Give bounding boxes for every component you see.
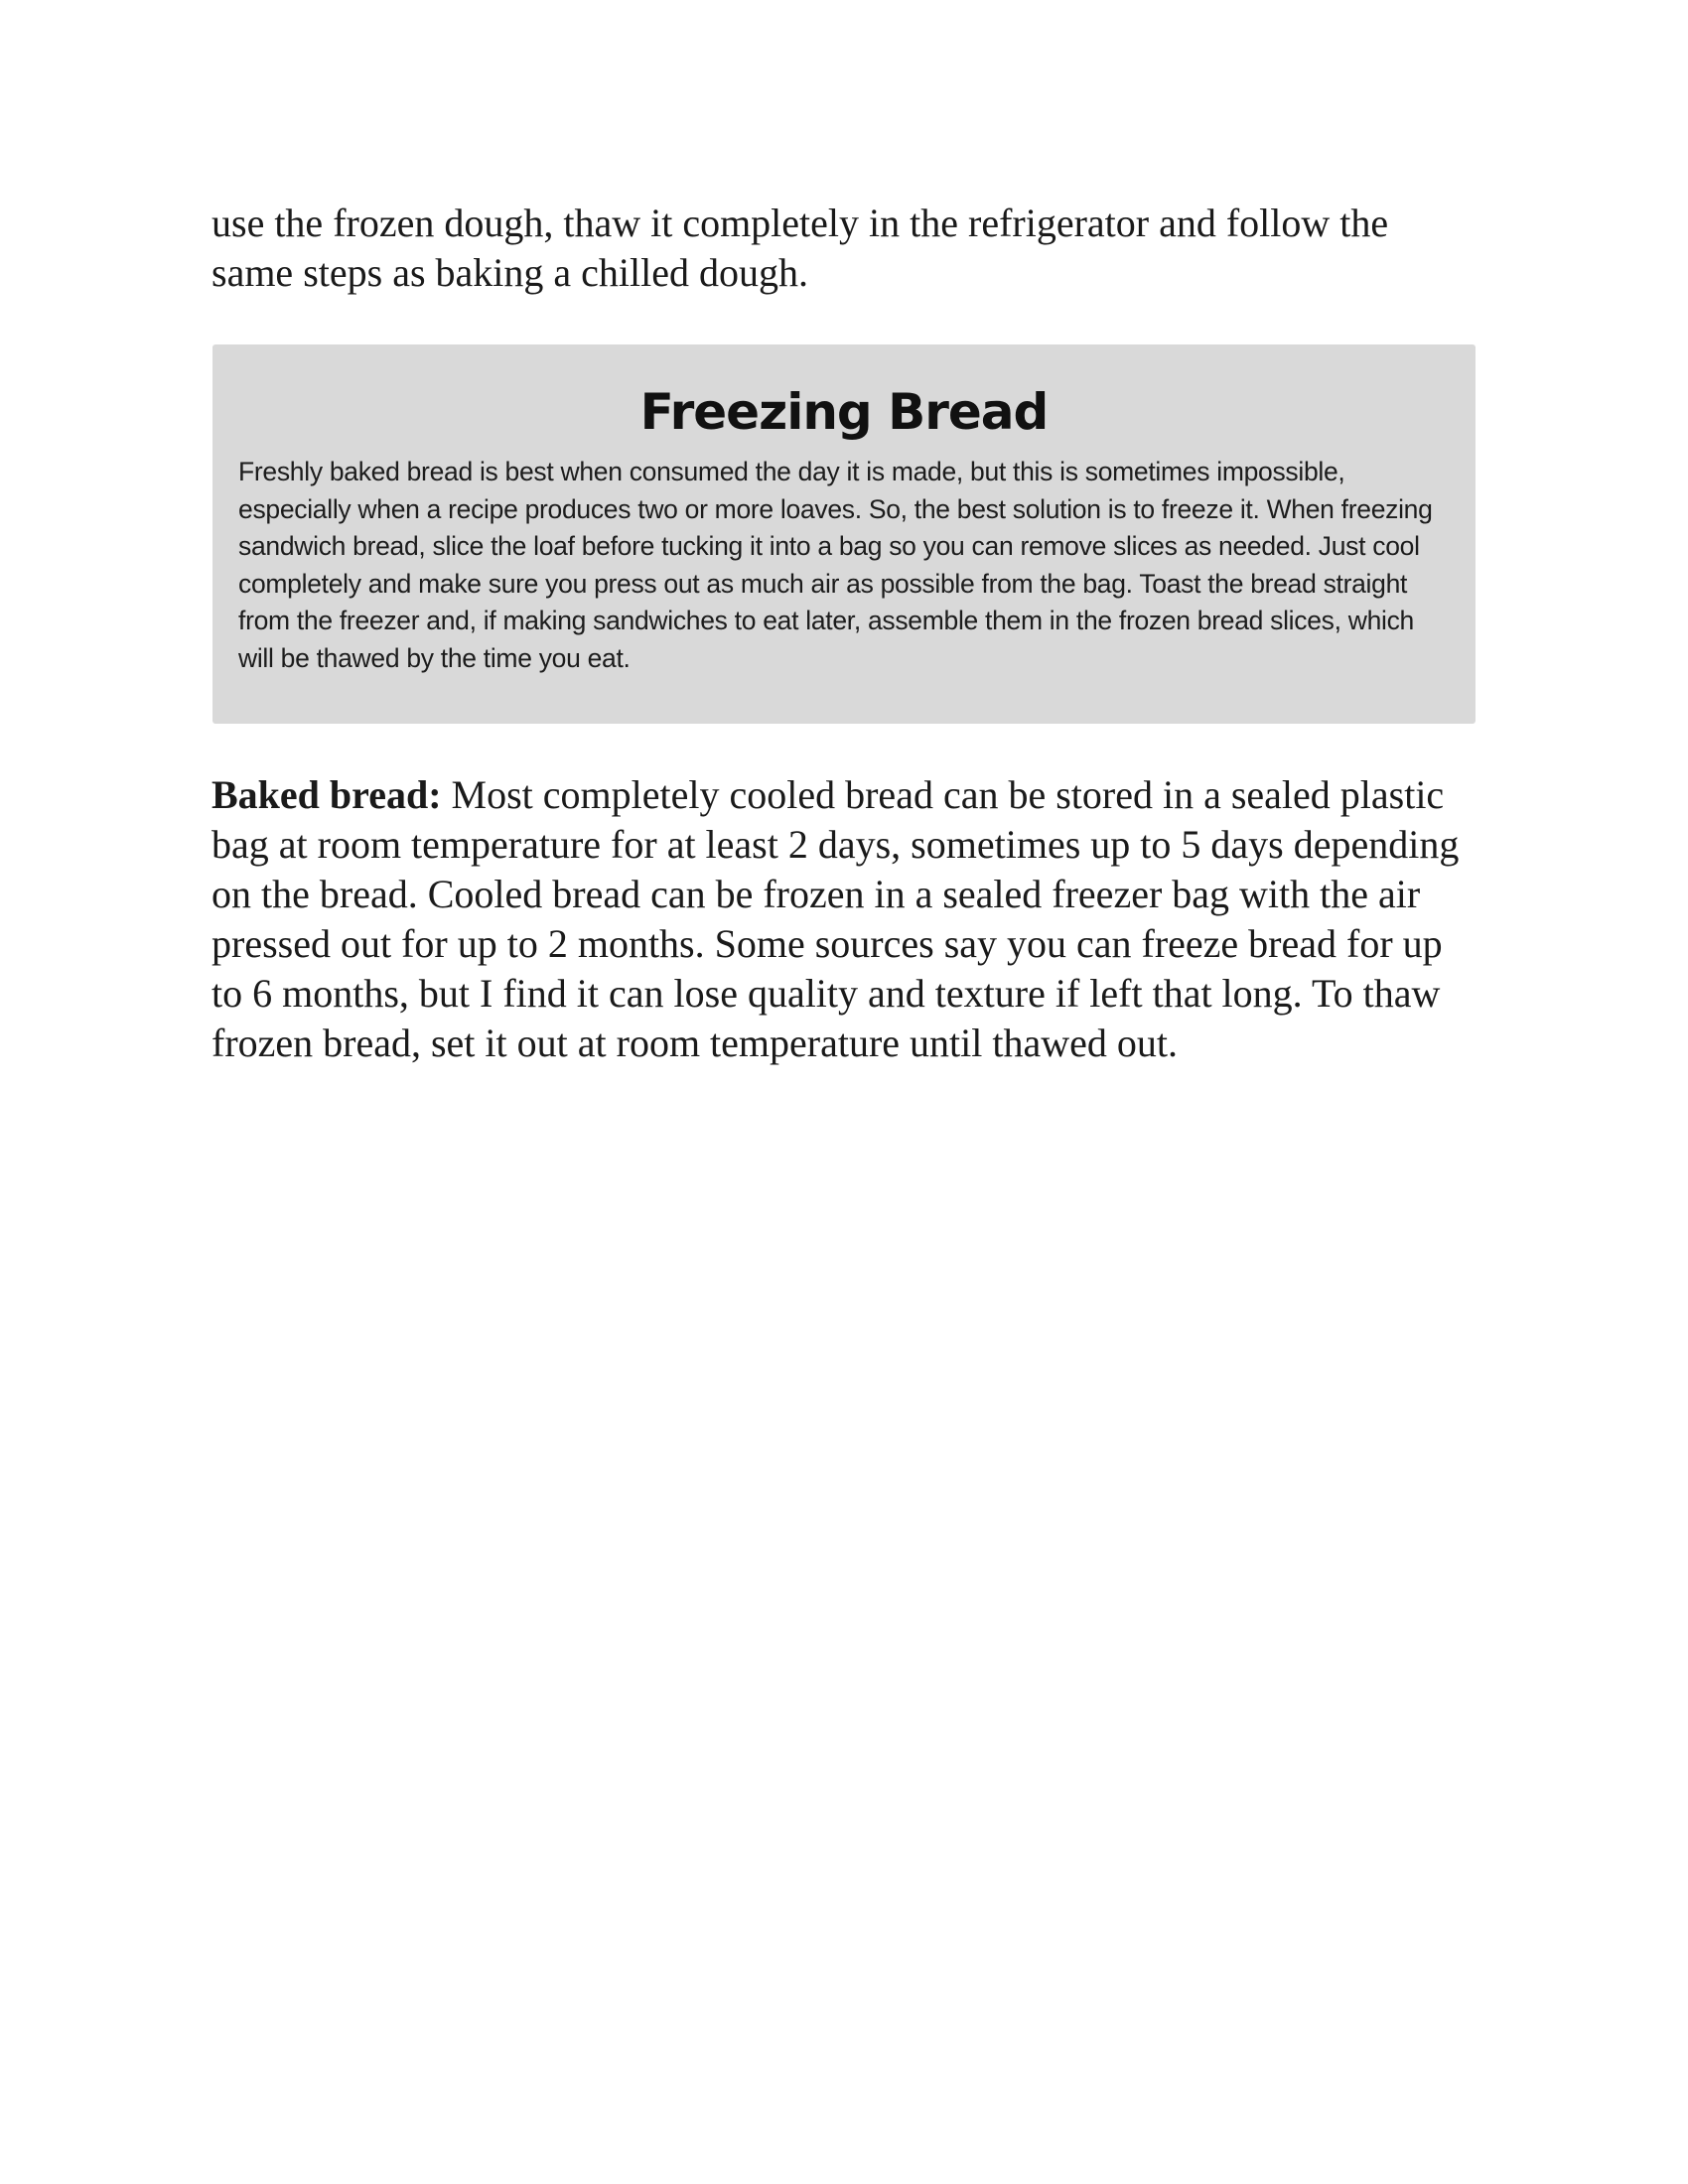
baked-bread-text: Most completely cooled bread can be stored in a sealed plastic bag at room temperature for at least 2 days, sometimes up to 5 days depending on the bread. Cooled bread can be frozen in a sealed freezer bag with the air pressed out for up to 2 months. Some sources say you can freeze bread for up to 6 months, but I find it can lose quality and texture if left that long. To thaw frozen bread, set it out at room temperature until thawed out. xyxy=(211,772,1460,1065)
intro-paragraph: use the frozen dough, thaw it completely in the refrigerator and follow the same steps as baking a chilled dough. xyxy=(211,201,1389,295)
sidebar-title: Freezing Bread xyxy=(639,383,1049,441)
freezing-bread-sidebar xyxy=(212,344,1476,724)
sidebar-body: Freshly baked bread is best when consumed the day it is made, but this is sometimes impossible, especially when a recipe produces two or more loaves. So, the best solution is to freeze it. When freezing sandwich bread, slice the loaf before tucking it into a bag so you can remove slices as needed. Just cool completely and make sure you press out as much air as possible from the bag. Toast the bread straight from the freezer and, if making sandwiches to eat later, assemble them in the frozen bread slices, which will be thawed by the time you eat. xyxy=(238,457,1433,673)
baked-bread-lead: Baked bread: xyxy=(211,772,442,817)
baked-bread-paragraph xyxy=(211,770,1477,1068)
